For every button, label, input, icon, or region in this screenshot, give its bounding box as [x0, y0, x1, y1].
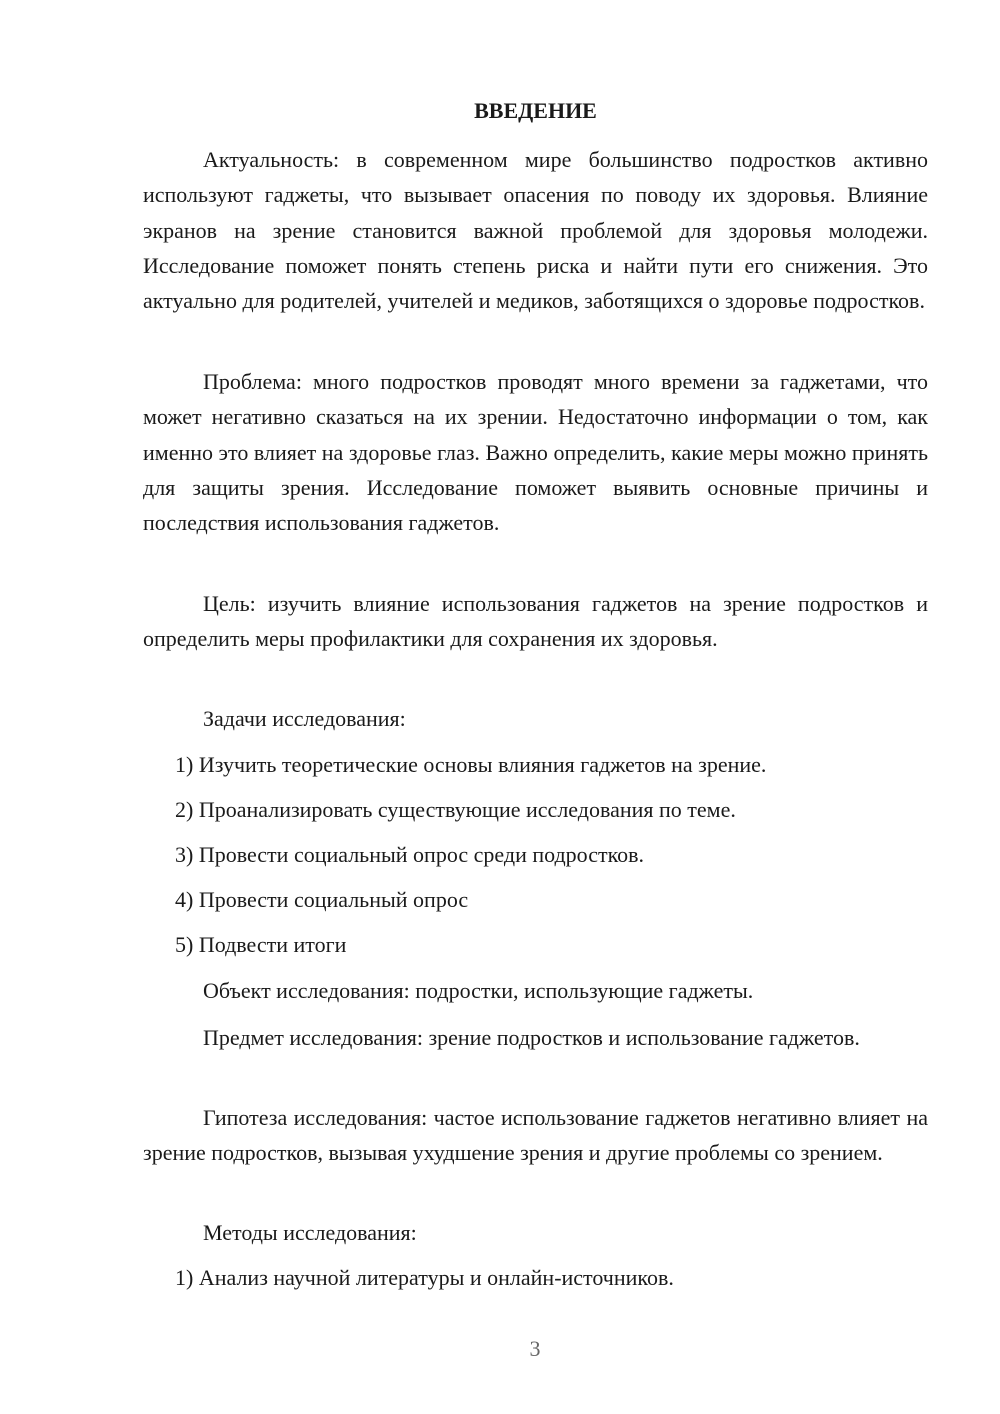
method-item: 1) Анализ научной литературы и онлайн-источников. — [175, 1265, 674, 1290]
goal-paragraph: Цель: изучить влияние использования гаджетов на зрение подростков и определить меры профилактики для сохранения их здоровья. — [143, 591, 928, 652]
section-title: ВВЕДЕНИЕ — [474, 98, 597, 123]
page-number: 3 — [529, 1336, 541, 1361]
task-item: 2) Проанализировать существующие исследования по теме. — [175, 797, 736, 822]
hypothesis-paragraph: Гипотеза исследования: частое использование гаджетов негативно влияет на зрение подростков, вызывая ухудшение зрения и другие проблемы со зрением. — [143, 1105, 928, 1166]
task-item: 1) Изучить теоретические основы влияния гаджетов на зрение. — [175, 752, 767, 777]
problem-paragraph: Проблема: много подростков проводят много времени за гаджетами, что может негативно сказаться на их зрении. Недостаточно информации о том, как именно это влияет на здоровье глаз. Важно определить, какие меры можно принять для защиты зрения. Исследование поможет выявить основные причины и последствия использования гаджетов. — [143, 369, 928, 536]
methods-heading: Методы исследования: — [203, 1220, 417, 1245]
task-item: 5) Подвести итоги — [175, 932, 347, 957]
object-line: Объект исследования: подростки, использующие гаджеты. — [203, 978, 754, 1003]
relevance-paragraph: Актуальность: в современном мире большинство подростков активно используют гаджеты, что вызывает опасения по поводу их здоровья. Влияние экранов на зрение становится важной проблемой для здоровья молодежи. Исследование поможет понять степень риска и найти пути его снижения. Это актуально для родителей, учителей и медиков, заботящихся о здоровье подростков. — [143, 147, 928, 314]
task-item: 4) Провести социальный опрос — [175, 887, 469, 912]
tasks-heading: Задачи исследования: — [203, 706, 406, 731]
subject-paragraph: Предмет исследования: зрение подростков и использование гаджетов. — [203, 1025, 860, 1050]
task-item: 3) Провести социальный опрос среди подростков. — [175, 842, 645, 867]
